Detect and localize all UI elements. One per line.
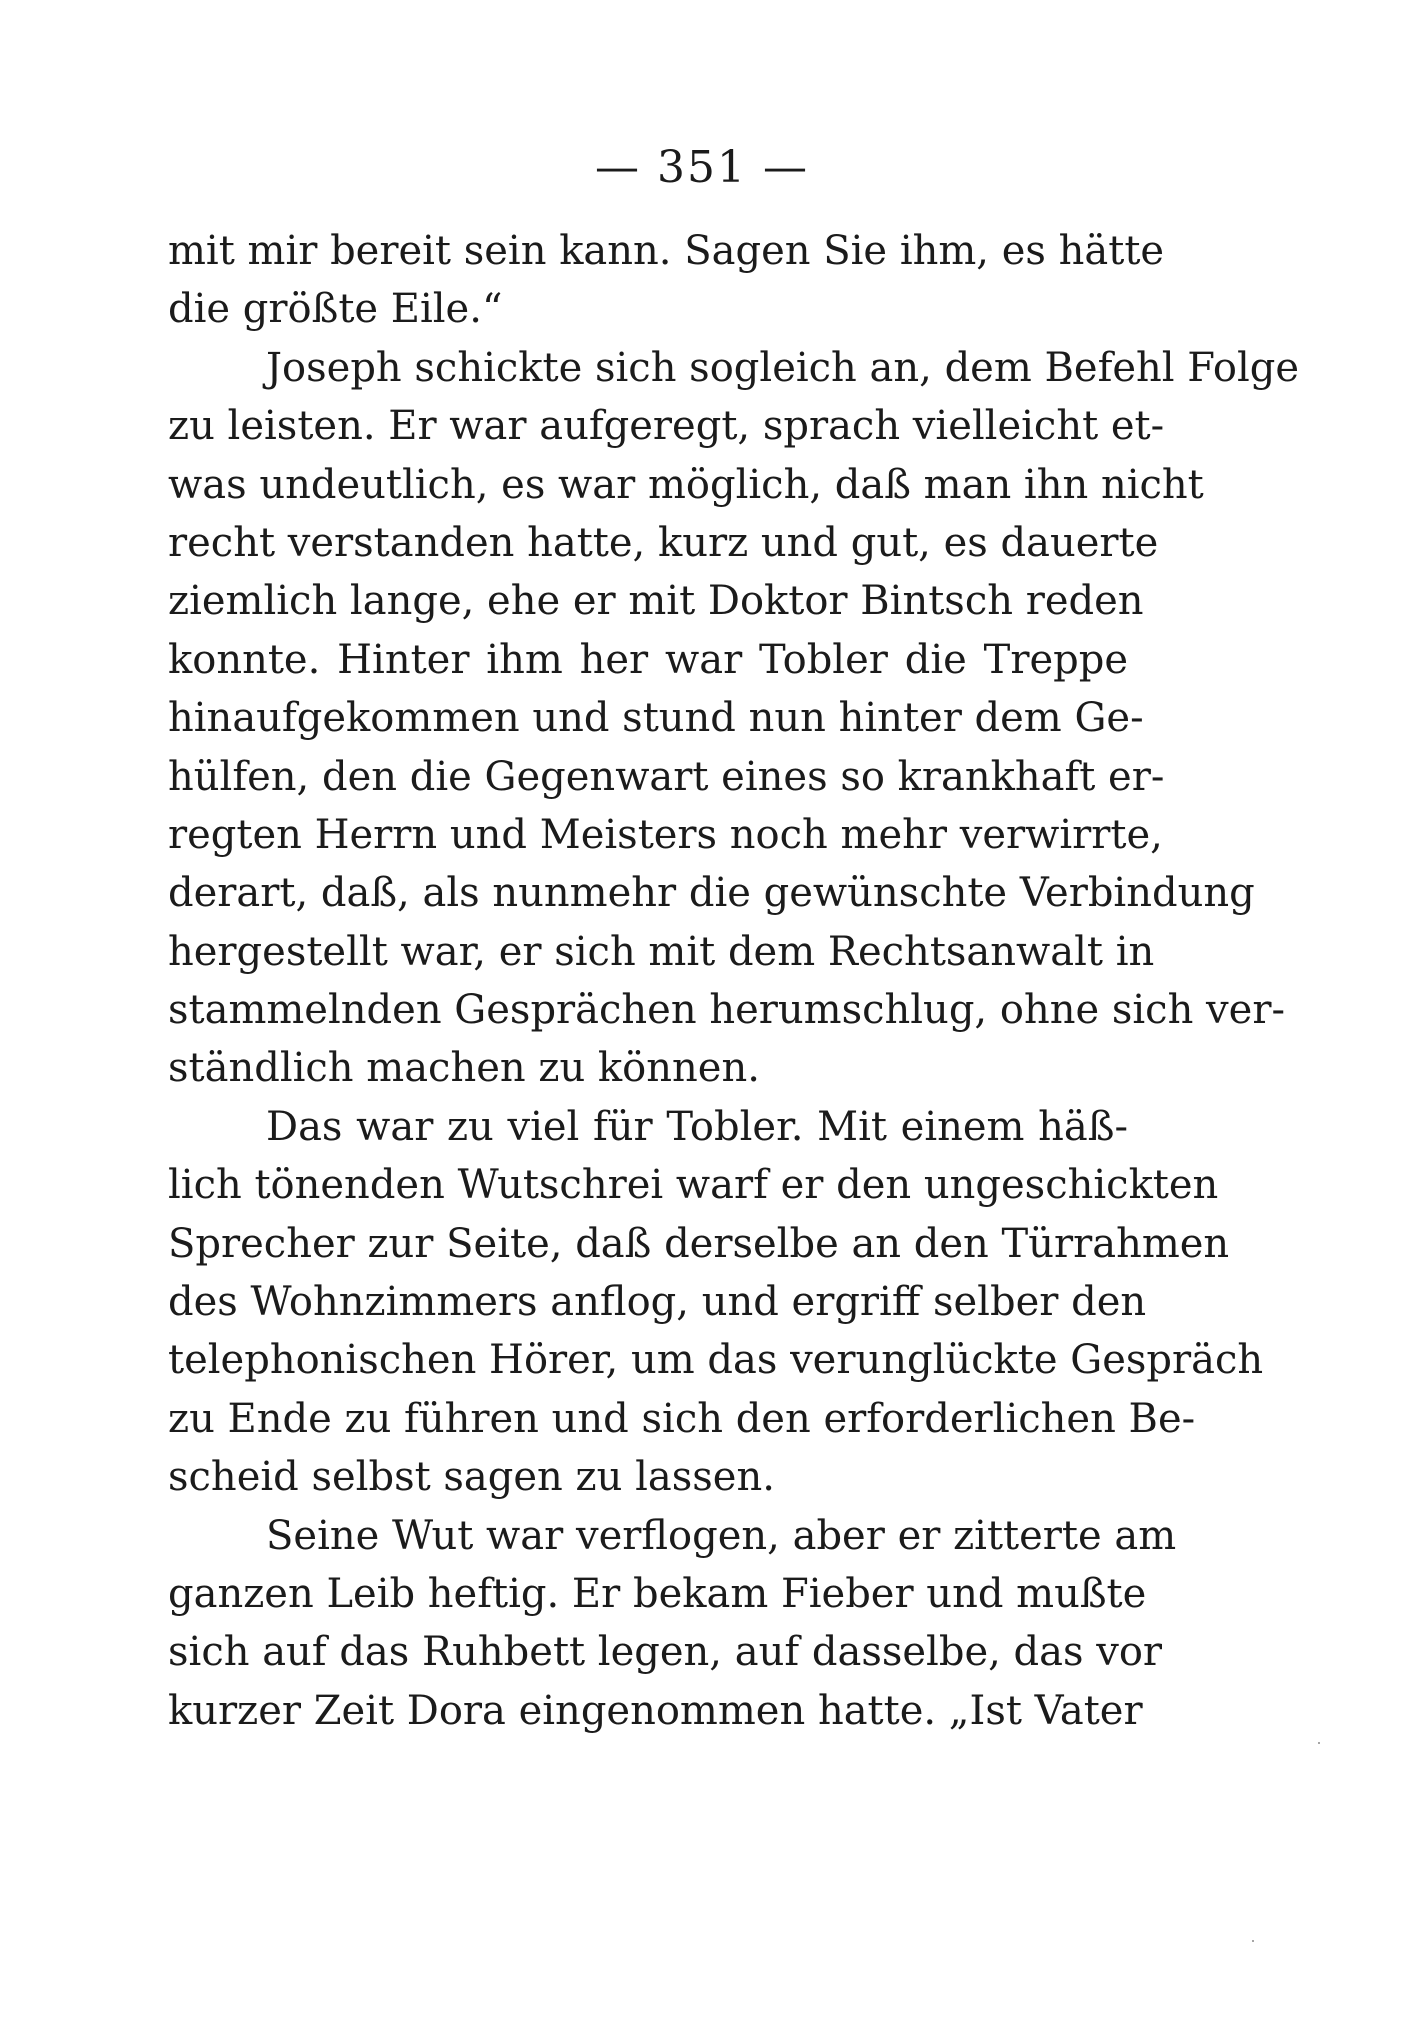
text-line: recht verstanden hatte, kurz und gut, es dauerte: [168, 519, 1159, 566]
text-line: zu leisten. Er war aufgeregt, sprach vielleicht et-: [168, 403, 1165, 450]
text-line: zu Ende zu führen und sich den erforderlichen Be-: [168, 1395, 1196, 1442]
text-line: ganzen Leib heftig. Er bekam Fieber und mußte: [168, 1570, 1147, 1617]
paper-speck: [1318, 1742, 1320, 1744]
text-line: hinaufgekommen und stund nun hinter dem Ge-: [168, 695, 1144, 742]
text-line: hülfen, den die Gegenwart eines so krankhaft er-: [168, 753, 1165, 800]
text-line: derart, daß, als nunmehr die gewünschte Verbindung: [168, 870, 1255, 917]
text-line: sich auf das Ruhbett legen, auf dasselbe, das vor: [168, 1629, 1163, 1676]
text-line: regten Herrn und Meisters noch mehr verwirrte,: [168, 811, 1163, 858]
text-line: stammelnden Gesprächen herumschlug, ohne sich ver-: [168, 987, 1285, 1034]
text-line: telephonischen Hörer, um das verunglückte Gespräch: [168, 1337, 1264, 1384]
paragraph-start-line: Joseph schickte sich sogleich an, dem Befehl Folge: [266, 344, 1300, 391]
text-line: kurzer Zeit Dora eingenommen hatte. „Ist Vater: [168, 1687, 1143, 1734]
text-line: ziemlich lange, ehe er mit Doktor Bintsch reden: [168, 578, 1144, 625]
body-text: [168, 222, 1300, 1740]
page-number: — 351 —: [595, 142, 809, 193]
text-line: Sprecher zur Seite, daß derselbe an den Türrahmen: [168, 1220, 1230, 1267]
text-line: was undeutlich, es war möglich, daß man ihn nicht: [168, 461, 1204, 508]
text-line: die größte Eile.“: [168, 286, 503, 333]
text-line: des Wohnzimmers anflog, und ergriff selber den: [168, 1279, 1147, 1326]
paragraph-start-line: Das war zu viel für Tobler. Mit einem häß-: [266, 1103, 1128, 1150]
text-line: lich tönenden Wutschrei warf er den ungeschickten: [168, 1162, 1219, 1209]
paper-speck: [1252, 1940, 1254, 1942]
text-line: konnte. Hinter ihm her war Tobler die Treppe: [168, 636, 1128, 683]
text-line: scheid selbst sagen zu lassen.: [168, 1454, 775, 1501]
text-line: mit mir bereit sein kann. Sagen Sie ihm, es hätte: [168, 228, 1165, 274]
paragraph-start-line: Seine Wut war verflogen, aber er zitterte am: [266, 1512, 1177, 1559]
text-line: ständlich machen zu können.: [168, 1045, 760, 1092]
text-line: hergestellt war, er sich mit dem Rechtsanwalt in: [168, 928, 1155, 975]
